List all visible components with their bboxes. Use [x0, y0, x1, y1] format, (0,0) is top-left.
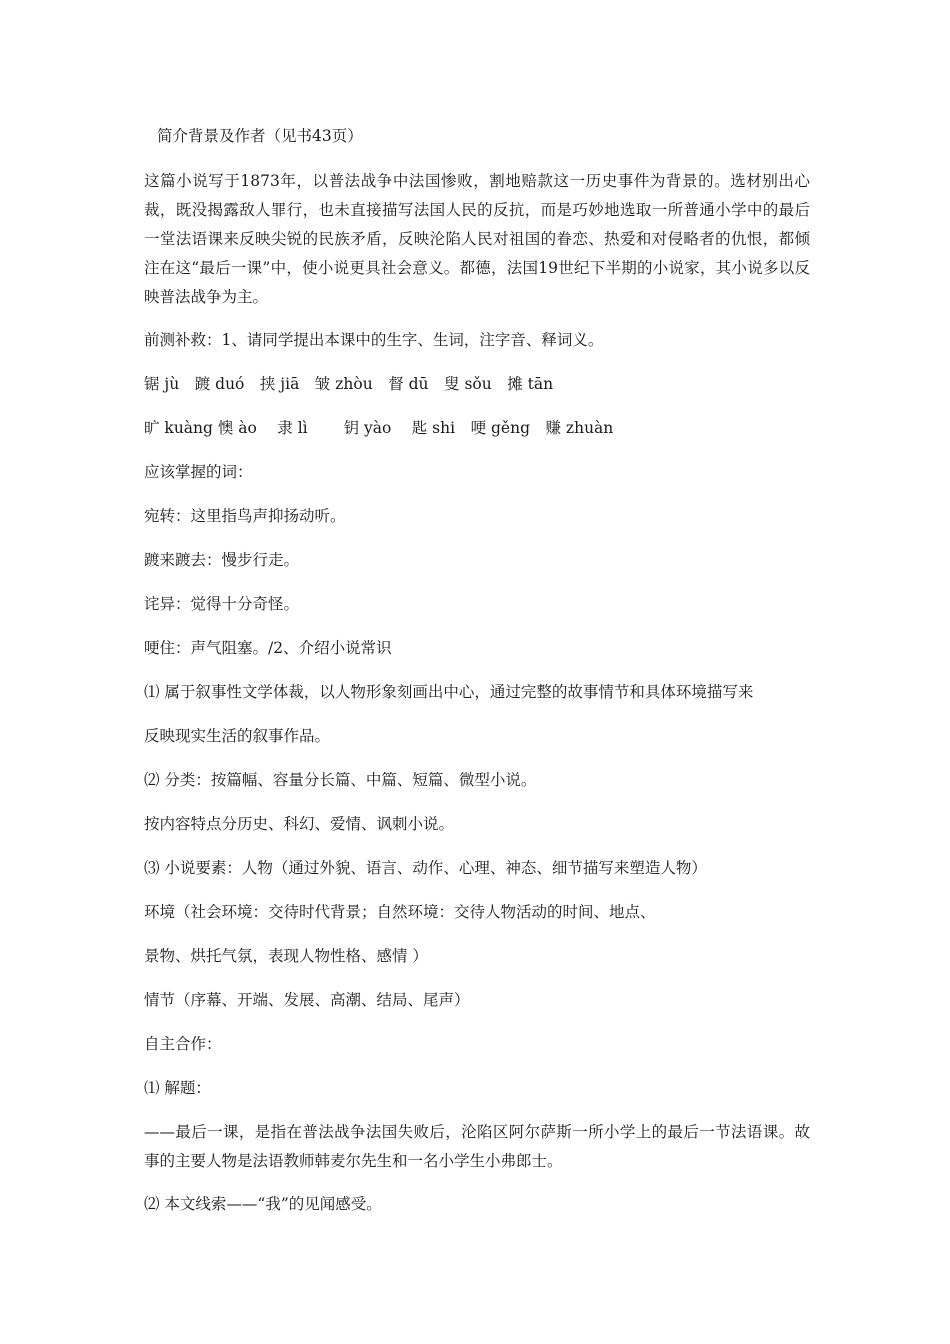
word-item: 哽住：声气阻塞。/2、介绍小说常识: [144, 638, 392, 657]
document-body: [144, 122, 810, 1219]
self-study-item-2: ⑵ 本文线索——“我”的见闻感受。: [144, 1195, 382, 1213]
pinyin-row-1: 锯 jù 踱 duó 挟 jiā 皱 zhòu 督 dū 叟 sǒu 摊 tān: [144, 374, 554, 393]
word-item: 诧异：觉得十分奇怪。: [144, 594, 300, 613]
self-study-heading: 自主合作：: [144, 1034, 222, 1053]
intro-paragraph: 这篇小说写于1873年，以普法战争中法国惨败，割地赔款这一历史事件为背景的。选材别出心裁，既没揭露敌人罪行，也未直接描写法国人民的反抗，而是巧妙地选取一所普通小学中的最后一堂法语课来反映尖锐的民族矛盾，反映沦陷人民对祖国的眷恋、热爱和对侵略者的仇恨，都倾注在这“最后一课”中，使小说更具社会意义。都德，法国19世纪下半期的小说家，其小说多以反映普法战争为主。: [144, 171, 810, 306]
pretest-line: 前测补救：1、请同学提出本课中的生字、生词，注字音、释词义。: [144, 330, 604, 349]
novel-definition-line-1: ⑴ 属于叙事性文学体裁，以人物形象刻画出中心，通过完整的故事情节和具体环境描写来: [144, 682, 754, 701]
self-study-item-1-text: ——最后一课，是指在普法战争法国失败后，沦陷区阿尔萨斯一所小学上的最后一节法语课。故事的主要人物是法语教师韩麦尔先生和一名小学生小弗郎士。: [144, 1123, 810, 1170]
words-heading: 应该掌握的词：: [144, 462, 253, 481]
novel-elements-line-4: 情节（序幕、开端、发展、高潮、结局、尾声）: [144, 990, 470, 1009]
self-study-item-1: ⑴ 解题：: [144, 1078, 211, 1097]
novel-elements-line-2: 环境（社会环境：交待时代背景；自然环境：交待人物活动的时间、地点、: [144, 902, 656, 921]
word-item: 踱来踱去：慢步行走。: [144, 550, 300, 569]
novel-definition-line-2: 反映现实生活的叙事作品。: [144, 726, 331, 745]
novel-elements-line-3: 景物、烘托气氛，表现人物性格、感情 ）: [144, 946, 428, 965]
novel-classification-line-2: 按内容特点分历史、科幻、爱情、讽刺小说。: [144, 814, 455, 833]
word-item: 宛转：这里指鸟声抑扬动听。: [144, 506, 346, 525]
novel-classification-line-1: ⑵ 分类：按篇幅、容量分长篇、中篇、短篇、微型小说。: [144, 770, 537, 789]
pinyin-row-2: 旷 kuàng 懊 ào 隶 lì 钥 yào 匙 shi 哽 gěng 赚 zhuàn: [144, 418, 614, 437]
section-title: 简介背景及作者（见书43页）: [157, 127, 363, 145]
novel-elements-line-1: ⑶ 小说要素：人物（通过外貌、语言、动作、心理、神态、细节描写来塑造人物）: [144, 858, 707, 877]
